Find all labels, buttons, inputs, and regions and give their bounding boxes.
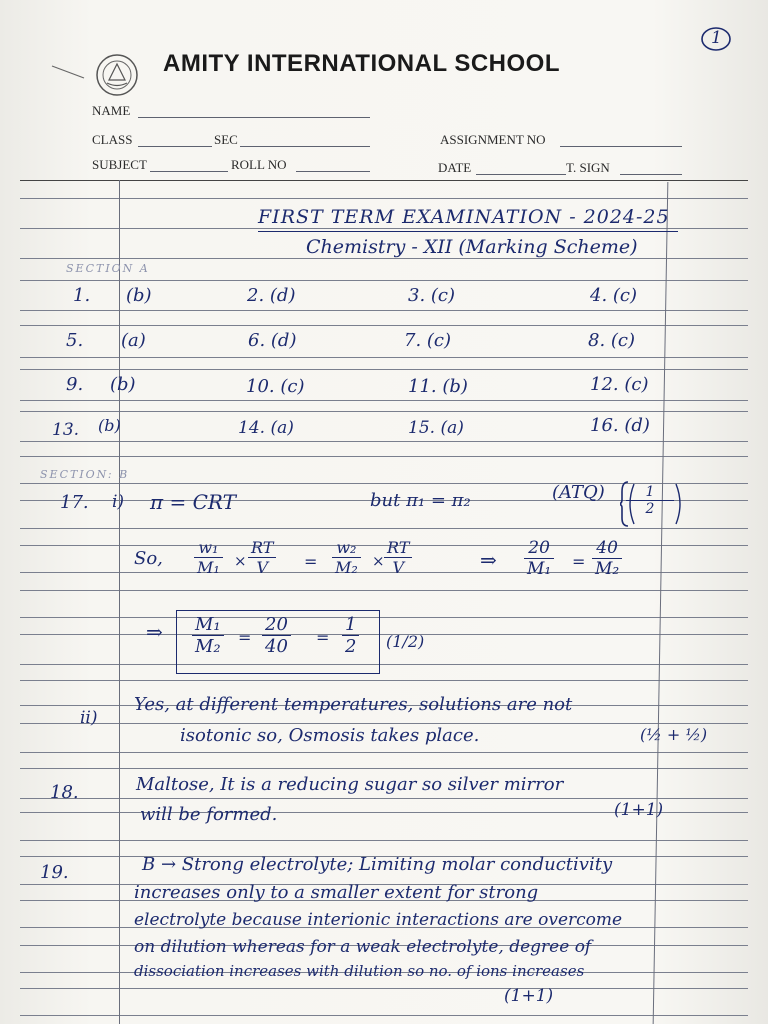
frac-40: 40	[592, 538, 622, 559]
q17-so: So,	[134, 548, 163, 569]
qa-7: 7. (c)	[404, 330, 452, 351]
frac-m2: M₂	[335, 558, 358, 577]
q17-atq: (ATQ)	[552, 482, 605, 503]
q18-marks: (1+1)	[614, 800, 664, 820]
qa-13-num: 13.	[52, 420, 80, 440]
frac-m2b: M₂	[595, 559, 620, 579]
title-underline	[258, 231, 678, 232]
section-a-label: SECTION A	[66, 262, 150, 275]
q17-eq-sign1: =	[304, 552, 318, 571]
q17-eq-sign4: =	[316, 628, 330, 647]
name-label: NAME	[92, 103, 131, 118]
assignment-line	[560, 146, 682, 147]
frac-res-40: 40	[265, 636, 288, 657]
q17-times2: ×	[372, 552, 385, 570]
q19-line3: electrolyte because interionic interactions are overcome	[134, 910, 623, 930]
section-b-label: SECTION: B	[40, 468, 130, 481]
q17-mark-half: (1/2)	[386, 632, 425, 651]
qa-2: 2. (d)	[247, 285, 296, 306]
q17-num: 17.	[60, 492, 89, 513]
q17-frac-m1m2	[192, 614, 224, 657]
pen-mark	[50, 62, 90, 82]
qa-11: 11. (b)	[408, 376, 468, 397]
qa-9-ans: (b)	[110, 374, 136, 395]
date-label: DATE	[438, 160, 472, 175]
left-margin-line	[119, 180, 120, 1024]
sec-label: SEC	[214, 132, 238, 147]
q17-eq-sign2: =	[572, 552, 586, 571]
q17-frac-2040	[262, 614, 291, 657]
tsign-line	[620, 174, 682, 175]
qa-14: 14. (a)	[238, 418, 294, 438]
qa-13-ans: (b)	[98, 416, 121, 435]
q19-line2: increases only to a smaller extent for strong	[134, 882, 539, 903]
q17-implies2: ⇒	[146, 620, 163, 644]
q17-eq1b: but π₁ = π₂	[370, 490, 471, 511]
q17-part-i: i)	[112, 492, 125, 512]
qa-15: 15. (a)	[408, 418, 464, 438]
name-line	[138, 117, 370, 118]
q17-frac-40m2	[592, 538, 622, 579]
frac-res-m2: M₂	[195, 636, 221, 657]
q19-line1: B → Strong electrolyte; Limiting molar conductivity	[142, 854, 613, 875]
exam-title: FIRST TERM EXAMINATION - 2024-25	[258, 206, 670, 228]
q18-line1: Maltose, It is a reducing sugar so silver mirror	[136, 774, 564, 795]
subject-label: SUBJECT	[92, 157, 147, 172]
school-crest-icon	[92, 52, 142, 98]
exam-subtitle: Chemistry - XII (Marking Scheme)	[306, 236, 638, 258]
q17-frac-w1m1	[194, 538, 223, 577]
qa-3: 3. (c)	[408, 285, 456, 306]
school-name: AMITY INTERNATIONAL SCHOOL	[163, 50, 560, 77]
qa-1-ans: (b)	[126, 285, 152, 306]
frac-v1: V	[256, 558, 268, 577]
sec-line	[240, 146, 370, 147]
qa-16: 16. (d)	[590, 415, 650, 436]
frac-res-m1: M₁	[192, 614, 224, 636]
q17-frac-20m1	[524, 538, 554, 579]
frac-m1b: M₁	[527, 559, 552, 579]
qa-9-num: 9.	[66, 374, 84, 395]
frac-m1: M₁	[197, 558, 220, 577]
qa-5-num: 5.	[66, 330, 84, 351]
qa-4: 4. (c)	[590, 285, 638, 306]
frac-rt2: RT	[384, 538, 412, 558]
qa-6: 6. (d)	[248, 330, 297, 351]
q19-marks: (1+1)	[504, 986, 554, 1006]
q17-frac-12	[342, 614, 359, 657]
q17-ans-ii-line2: isotonic so, Osmosis takes place.	[180, 725, 480, 746]
frac-rt1: RT	[248, 538, 276, 558]
q17-frac-rtv1	[248, 538, 276, 577]
right-margin-line	[653, 182, 669, 1024]
q17-implies1: ⇒	[480, 548, 497, 572]
q17-frac-rtv2	[384, 538, 412, 577]
qa-10: 10. (c)	[246, 376, 305, 397]
subject-line	[150, 171, 228, 172]
q17-frac-w2m2	[332, 538, 361, 577]
q19-line4: on dilution whereas for a weak electrolyte, degree of	[134, 937, 592, 957]
q17-half-num: 1	[626, 484, 674, 501]
frac-res-20: 20	[262, 614, 291, 636]
roll-line	[296, 171, 370, 172]
qa-5-ans: (a)	[121, 330, 146, 351]
frac-v2: V	[392, 558, 404, 577]
page-number: 1	[711, 28, 722, 48]
q17-eq1: π = CRT	[150, 490, 236, 514]
q19-num: 19.	[40, 862, 69, 883]
q17-ans-ii-line1: Yes, at different temperatures, solutions are not	[134, 694, 573, 715]
q18-num: 18.	[50, 782, 79, 803]
q17-half-frac	[626, 484, 674, 517]
q17-eq-sign3: =	[238, 628, 252, 647]
tsign-label: T. SIGN	[566, 160, 610, 175]
frac-w2: w₂	[332, 538, 361, 558]
class-label: CLASS	[92, 132, 133, 147]
q17-half-den: 2	[645, 501, 655, 517]
date-line	[476, 174, 566, 175]
class-line	[138, 146, 212, 147]
assignment-label: ASSIGNMENT NO	[440, 132, 546, 147]
frac-res-2: 2	[345, 636, 357, 657]
q17-times1: ×	[234, 552, 247, 570]
q17-part-ii: ii)	[80, 708, 98, 728]
qa-12: 12. (c)	[590, 374, 649, 395]
q17-marks-ii: (½ + ½)	[640, 725, 708, 744]
frac-20: 20	[524, 538, 554, 559]
qa-8: 8. (c)	[588, 330, 636, 351]
frac-res-1: 1	[342, 614, 359, 636]
frac-w1: w₁	[194, 538, 223, 558]
roll-label: ROLL NO	[231, 157, 287, 172]
q18-line2: will be formed.	[140, 804, 278, 825]
q19-line5: dissociation increases with dilution so no. of ions increases	[134, 962, 585, 980]
qa-1-num: 1.	[73, 285, 91, 306]
